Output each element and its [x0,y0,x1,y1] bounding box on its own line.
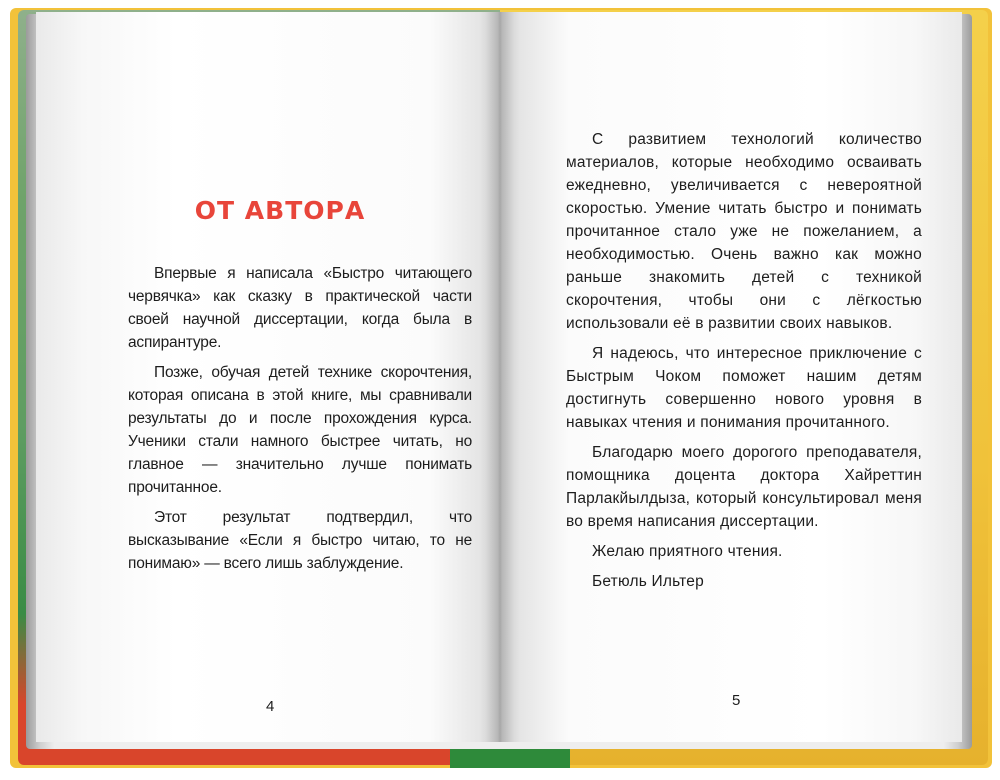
paragraph: Благодарю моего дорогого преподавателя, помощника доцента доктора Хайреттин Парлакйылдыза, который консультировал меня во время написания диссертации. [566,444,922,530]
right-page [500,12,962,742]
paragraph: С развитием технологий количество материалов, которые необходимо осваивать ежедневно, увеличивается с невероятной скоростью. Умение читать быстро и понимать прочитанное стало уже не пожеланием, а необходимостью. Очень важно как можно раньше знакомить детей с техникой скорочтения, чтобы они с лёгкостью использовали её в развитии своих навыков. [566,131,922,332]
paragraph: Позже, обучая детей технике скорочтения, которая описана в этой книге, мы сравнивали результаты до и после прохождения курса. Ученики стали намного быстрее читать, но главное — значительно лучше понимать прочитанное. [128,364,472,496]
right-page-body [566,128,922,600]
author-signature: Бетюль Ильтер [592,573,704,590]
paragraph: Я надеюсь, что интересное приключение с Быстрым Чоком поможет нашим детям достигнуть совершенно нового уровня в навыках чтения и понимания прочитанного. [566,345,922,431]
paragraph: Этот результат подтвердил, что высказывание «Если я быстро читаю, то не понимаю» — всего лишь заблуждение. [128,509,472,572]
page-number: 4 [266,698,275,715]
page-number: 5 [732,692,741,709]
left-page [36,12,500,742]
paragraph: Впервые я написала «Быстро читающего червячка» как сказку в практической части своей научной диссертации, когда была в аспирантуре. [128,265,472,351]
left-page-body [128,262,472,582]
closing-wish: Желаю приятного чтения. [592,543,783,560]
page-title: ОТ АВТОРА [194,196,366,225]
